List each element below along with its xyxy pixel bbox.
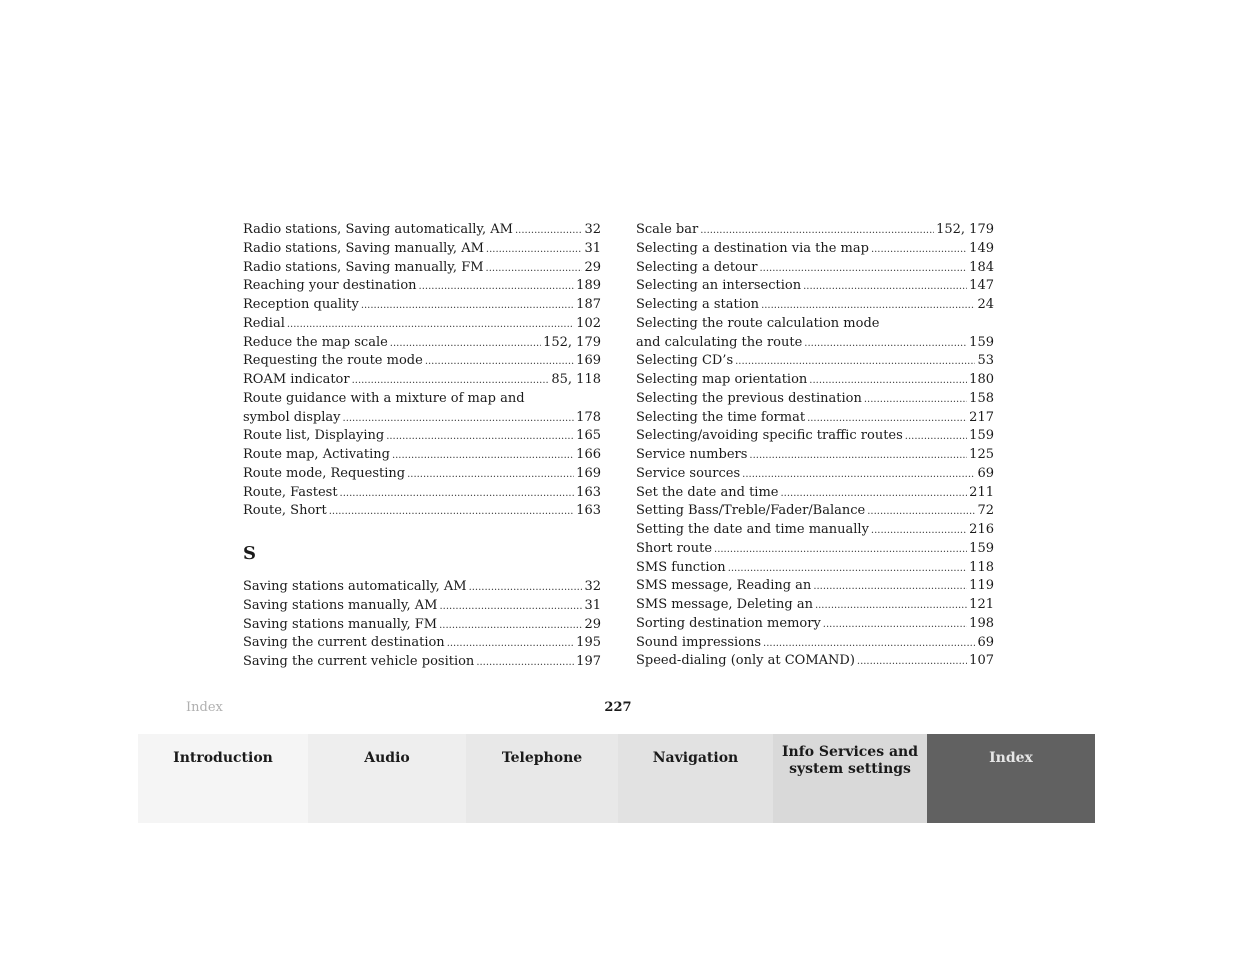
- index-entry-pages: 31: [584, 240, 601, 256]
- index-entry-pages: 169: [576, 353, 601, 369]
- index-entry-pages: 187: [576, 297, 601, 312]
- dot-leader: [469, 578, 583, 598]
- index-entry: [243, 616, 601, 635]
- index-entry: [243, 240, 601, 259]
- dot-leader: [361, 296, 574, 316]
- index-entry-term: Selecting a destination via the map: [636, 240, 869, 256]
- dot-leader: [780, 484, 967, 504]
- index-entry-pages: 159: [969, 540, 994, 556]
- index-entry: [243, 352, 601, 371]
- index-entry-pages: 163: [576, 503, 601, 519]
- index-entry-term: SMS message, Reading an: [636, 578, 812, 594]
- page-number: 227: [604, 700, 632, 715]
- index-entry-pages: 152, 179: [936, 222, 994, 237]
- index-entry-term: Selecting a station: [636, 297, 760, 312]
- dot-leader: [440, 597, 583, 617]
- index-entry: [243, 597, 601, 616]
- index-entry-term: Sorting destination memory: [636, 615, 821, 631]
- index-entry-term: Selecting the time format: [636, 409, 806, 425]
- index-entry-term: Saving stations manually, FM: [243, 616, 438, 632]
- index-entry-term: Route, Fastest: [243, 484, 338, 500]
- index-entry-term: Set the date and time: [636, 484, 779, 500]
- index-entry-term: Selecting a detour: [636, 259, 758, 275]
- index-entry-pages: 29: [584, 259, 601, 275]
- index-entry: [243, 634, 601, 653]
- index-entry: [636, 296, 994, 315]
- tab-label: Info Services and system settings: [781, 744, 919, 777]
- dot-leader: [425, 352, 574, 372]
- index-entry: [243, 427, 601, 446]
- footer-section-label: Index: [186, 700, 223, 715]
- index-entry-pages: 31: [584, 597, 601, 613]
- dot-leader: [763, 634, 975, 654]
- tab-navigation[interactable]: [618, 734, 773, 823]
- index-entry-pages: 180: [969, 372, 994, 387]
- index-entry: [636, 596, 994, 615]
- dot-leader: [714, 540, 967, 560]
- index-entry-term: Reaching your destination: [243, 278, 417, 294]
- index-entry-term: Selecting map orientation: [636, 372, 808, 387]
- tab-audio[interactable]: [308, 734, 466, 823]
- index-entry-pages: 149: [969, 240, 994, 256]
- index-entry-first-line: Selecting the route calculation mode: [636, 315, 880, 331]
- index-entry-term: Saving stations automatically, AM: [243, 579, 467, 594]
- index-entry: [243, 334, 601, 353]
- index-entry-term: Radio stations, Saving manually, FM: [243, 259, 484, 275]
- dot-leader: [735, 352, 975, 372]
- dot-leader: [905, 427, 967, 447]
- index-entry: [636, 259, 994, 278]
- index-entry: [636, 446, 994, 465]
- dot-leader: [807, 409, 967, 429]
- index-entry-pages: 107: [969, 653, 994, 669]
- index-entry: [636, 502, 994, 521]
- index-entry: [636, 221, 994, 240]
- index-entry: [243, 409, 601, 428]
- dot-leader: [515, 221, 582, 241]
- index-entry-pages: 29: [584, 616, 601, 632]
- index-entry: [636, 521, 994, 540]
- index-entry: [636, 634, 994, 653]
- index-entry: [636, 577, 994, 596]
- index-column-right: [636, 221, 994, 671]
- index-entry: [636, 409, 994, 428]
- index-entry: [636, 334, 994, 353]
- index-entry-term: Route, Short: [243, 503, 327, 519]
- index-entry: [636, 371, 994, 390]
- dot-leader: [486, 259, 583, 279]
- index-entry: [636, 652, 994, 671]
- index-entry: [636, 484, 994, 503]
- index-entry-term: ROAM indicator: [243, 372, 350, 387]
- index-entry-pages: 32: [584, 579, 601, 594]
- index-entry: [243, 315, 601, 334]
- index-entry-pages: 69: [977, 465, 994, 481]
- index-entry-pages: 217: [969, 409, 994, 425]
- index-entry-term: Radio stations, Saving manually, AM: [243, 240, 484, 256]
- index-entry-pages: 102: [576, 315, 601, 331]
- index-entry-pages: 178: [576, 409, 601, 425]
- dot-leader: [759, 259, 967, 279]
- dot-leader: [390, 334, 541, 354]
- index-entry: [636, 559, 994, 578]
- index-entry: [243, 465, 601, 484]
- index-entry-pages: 195: [576, 635, 601, 651]
- index-entry-pages: 72: [977, 503, 994, 519]
- index-entry-term: Radio stations, Saving automatically, AM: [243, 222, 513, 237]
- index-entry: [636, 352, 994, 371]
- index-entry-term: Speed-dialing (only at COMAND): [636, 653, 855, 669]
- dot-leader: [700, 221, 934, 241]
- index-entry: [243, 578, 601, 597]
- index-entry-term: Selecting/avoiding specific traffic routes: [636, 428, 903, 444]
- dot-leader: [857, 652, 967, 672]
- tab-label: Navigation: [652, 750, 739, 766]
- dot-leader: [407, 465, 574, 485]
- index-entry: [243, 446, 601, 465]
- section-letter-s: S: [243, 543, 256, 564]
- index-entry-term: Saving the current destination: [243, 635, 445, 651]
- index-entry-term: Scale bar: [636, 222, 699, 237]
- index-entry-pages: 169: [576, 465, 601, 481]
- index-entry-pages: 189: [576, 278, 601, 294]
- index-entry-term: Service sources: [636, 465, 741, 481]
- dot-leader: [864, 390, 967, 410]
- index-entry-term: Selecting the previous destination: [636, 390, 862, 406]
- index-entry-term: Setting the date and time manually: [636, 522, 869, 537]
- dot-leader: [809, 371, 967, 391]
- tab-info[interactable]: [773, 734, 927, 823]
- index-entry-term: symbol display: [243, 409, 341, 425]
- index-entry-pages: 152, 179: [543, 334, 601, 350]
- index-entry: [636, 615, 994, 634]
- index-entry: [243, 502, 601, 521]
- dot-leader: [439, 616, 582, 636]
- index-column-left: [243, 221, 601, 672]
- dot-leader: [749, 446, 967, 466]
- index-entry-term: Route map, Activating: [243, 447, 390, 462]
- index-entry-pages: 159: [969, 428, 994, 444]
- index-group-r: [243, 221, 601, 521]
- index-entry: [636, 277, 994, 296]
- index-entry-pages: 32: [584, 222, 601, 237]
- dot-leader: [813, 577, 967, 597]
- index-entry: [243, 371, 601, 390]
- index-entry-pages: 24: [977, 297, 994, 312]
- index-entry-pages: 165: [576, 428, 601, 444]
- index-entry: [243, 221, 601, 240]
- index-entry-pages: 121: [969, 597, 994, 612]
- dot-leader: [343, 409, 575, 429]
- index-entry: [636, 240, 994, 259]
- tab-label: Index: [989, 750, 1033, 766]
- index-entry-pages: 197: [576, 654, 601, 669]
- dot-leader: [486, 240, 583, 260]
- index-entry-pages: 159: [969, 334, 994, 350]
- index-entry-pages: 85, 118: [551, 372, 601, 387]
- dot-leader: [728, 559, 967, 579]
- index-entry-pages: 147: [969, 278, 994, 294]
- dot-leader: [340, 484, 575, 504]
- index-entry-term: Reception quality: [243, 297, 359, 312]
- tab-telephone[interactable]: [466, 734, 618, 823]
- tab-label: Telephone: [501, 750, 583, 766]
- index-entry-term: Selecting CD’s: [636, 353, 734, 369]
- dot-leader: [287, 315, 574, 335]
- index-entry-term: Saving stations manually, AM: [243, 597, 438, 613]
- dot-leader: [329, 502, 574, 522]
- dot-leader: [742, 465, 975, 485]
- index-entry-term: SMS message, Deleting an: [636, 597, 813, 612]
- index-entry: [243, 296, 601, 315]
- index-entry-term: Sound impressions: [636, 634, 762, 650]
- index-entry-pages: 216: [969, 522, 994, 537]
- index-entry: [636, 465, 994, 484]
- index-entry-pages: 118: [969, 559, 994, 575]
- index-entry-pages: 211: [969, 484, 994, 500]
- dot-leader: [761, 296, 975, 316]
- dot-leader: [871, 240, 967, 260]
- index-entry-pages: 184: [969, 259, 994, 275]
- dot-leader: [815, 596, 967, 616]
- index-entry-term: Route mode, Requesting: [243, 465, 406, 481]
- index-entry-term: Short route: [636, 540, 713, 556]
- index-entry-pages: 158: [969, 390, 994, 406]
- dot-leader: [803, 277, 967, 297]
- index-entry-term: Service numbers: [636, 447, 748, 462]
- index-entry-pages: 163: [576, 484, 601, 500]
- index-entry-term: Reduce the map scale: [243, 334, 388, 350]
- index-entry-first-line: Route guidance with a mixture of map and: [243, 390, 525, 406]
- dot-leader: [392, 446, 574, 466]
- index-entry-pages: 119: [969, 578, 994, 594]
- index-entry: [243, 484, 601, 503]
- index-entry-pages: 166: [576, 447, 601, 462]
- index-entry-term: Setting Bass/Treble/Fader/Balance: [636, 503, 866, 519]
- dot-leader: [447, 634, 574, 654]
- dot-leader: [871, 521, 967, 541]
- dot-leader: [867, 502, 975, 522]
- tab-label: Introduction: [173, 750, 273, 766]
- dot-leader: [823, 615, 967, 635]
- index-entry: [243, 653, 601, 672]
- index-entry-pages: 125: [969, 447, 994, 462]
- dot-leader: [352, 371, 550, 391]
- index-entry-term: Saving the current vehicle position: [243, 654, 475, 669]
- dot-leader: [476, 653, 574, 673]
- index-entry-term: Redial: [243, 315, 285, 331]
- index-entry-term: Route list, Displaying: [243, 428, 385, 444]
- tab-label: Audio: [364, 750, 410, 766]
- index-entry: [636, 427, 994, 446]
- index-entry-term: Selecting an intersection: [636, 278, 802, 294]
- index-group-s: [243, 578, 601, 672]
- index-entry-term: SMS function: [636, 559, 726, 575]
- tab-introduction[interactable]: [138, 734, 308, 823]
- index-entry: [636, 390, 994, 409]
- dot-leader: [804, 334, 967, 354]
- dot-leader: [419, 277, 575, 297]
- index-entry: [243, 277, 601, 296]
- tab-index[interactable]: [927, 734, 1095, 823]
- index-entry-term: and calculating the route: [636, 334, 803, 350]
- index-entry-term: Requesting the route mode: [243, 353, 423, 369]
- index-entry: [636, 540, 994, 559]
- dot-leader: [386, 427, 574, 447]
- index-entry-pages: 69: [977, 634, 994, 650]
- index-entry: [243, 259, 601, 278]
- index-entry-pages: 198: [969, 615, 994, 631]
- chapter-tabs: [138, 734, 1095, 823]
- index-entry-pages: 53: [977, 353, 994, 369]
